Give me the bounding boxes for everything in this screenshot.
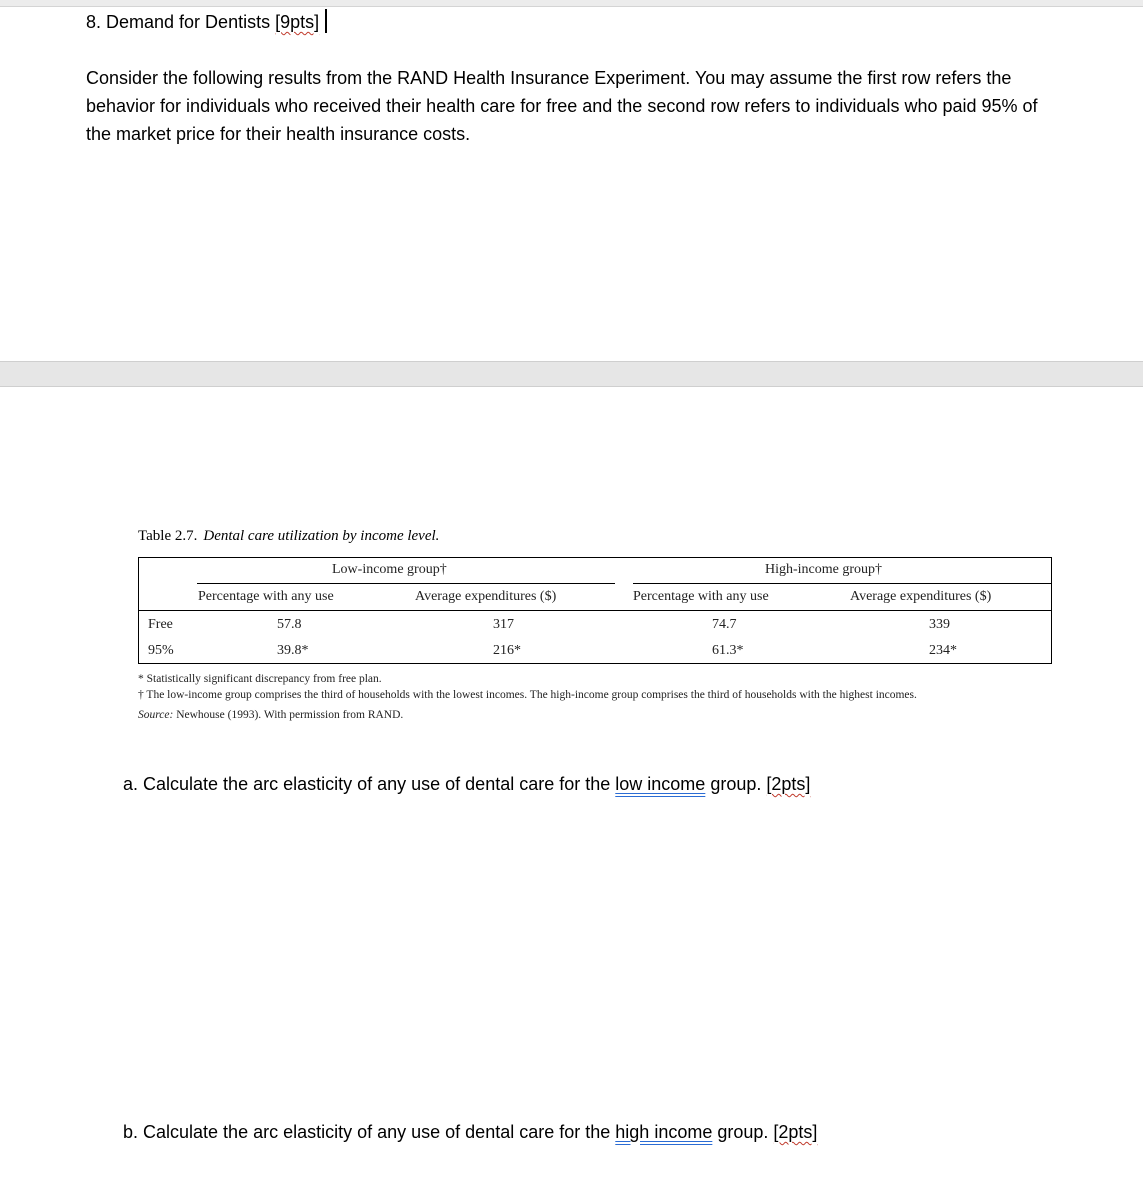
part-b-prefix: b. Calculate the arc elasticity of any use of dental care for the xyxy=(123,1122,616,1142)
question-title-text: 8. Demand for Dentists xyxy=(86,12,276,32)
col-header-high-exp: Average expenditures ($) xyxy=(850,589,992,604)
table-caption-number: Table 2.7. xyxy=(138,528,198,544)
cell-free-high-exp: 339 xyxy=(929,617,950,632)
footnote-income-groups: † The low-income group comprises the third of households with the lowest incomes. The high-income group comprises the third of households with the highest incomes. xyxy=(138,689,917,701)
footnote-significance: * Statistically significant discrepancy from free plan. xyxy=(138,673,382,685)
part-b-highlight: high income xyxy=(615,1122,713,1142)
row-label-free: Free xyxy=(148,617,173,632)
part-b-question[interactable] xyxy=(123,1122,817,1143)
page-top-border xyxy=(0,0,1143,7)
part-b-points: [2pts] xyxy=(773,1122,818,1142)
part-a-question[interactable] xyxy=(123,774,810,795)
page-break xyxy=(0,361,1143,387)
source-label: Source: xyxy=(138,709,174,721)
dental-utilization-table xyxy=(138,557,1052,664)
col-header-high-pct: Percentage with any use xyxy=(633,589,769,604)
cell-95-low-pct: 39.8* xyxy=(277,643,309,658)
cell-95-high-pct: 61.3* xyxy=(712,643,744,658)
high-group-rule xyxy=(633,583,1051,584)
table-caption-text: Dental care utilization by income level. xyxy=(203,528,440,544)
cell-free-low-pct: 57.8 xyxy=(277,617,302,632)
source-text: Newhouse (1993). With permission from RAND. xyxy=(173,709,404,721)
low-group-rule xyxy=(197,583,615,584)
group-header-high: High-income group† xyxy=(765,562,883,577)
table-source xyxy=(138,707,1038,723)
cell-free-low-exp: 317 xyxy=(493,617,514,632)
group-header-low: Low-income group† xyxy=(332,562,447,577)
part-a-highlight: low income xyxy=(615,774,706,794)
question-title[interactable] xyxy=(86,9,327,33)
row-label-95: 95% xyxy=(148,643,174,658)
text-cursor xyxy=(325,9,327,33)
part-a-prefix: a. Calculate the arc elasticity of any use of dental care for the xyxy=(123,774,616,794)
table-footnotes xyxy=(138,671,1038,723)
part-a-suffix: group. xyxy=(705,774,767,794)
part-b-suffix: group. xyxy=(712,1122,774,1142)
part-a-points: [2pts] xyxy=(766,774,811,794)
question-points: [9pts] xyxy=(275,12,320,32)
cell-95-low-exp: 216* xyxy=(493,643,521,658)
question-intro[interactable]: Consider the following results from the RAND Health Insurance Experiment. You may assume the first row refers the behavior for individuals who received their health care for free and the second row refers to individuals who paid 95% of the market price for their health insurance costs. xyxy=(86,68,1038,144)
cell-95-high-exp: 234* xyxy=(929,643,957,658)
table-caption xyxy=(138,528,439,545)
cell-free-high-pct: 74.7 xyxy=(712,617,737,632)
header-rule xyxy=(139,610,1051,611)
col-header-low-exp: Average expenditures ($) xyxy=(415,589,557,604)
col-header-low-pct: Percentage with any use xyxy=(198,589,334,604)
